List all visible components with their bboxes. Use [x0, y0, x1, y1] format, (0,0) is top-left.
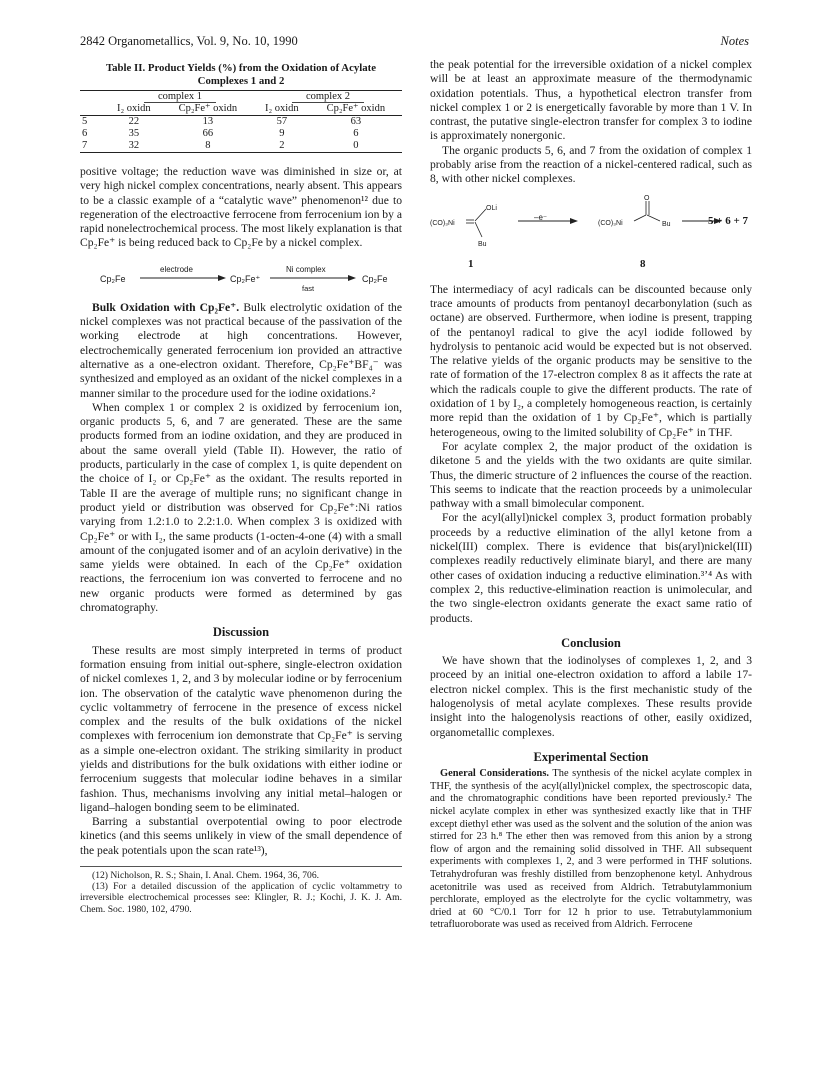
- reactant-bu-label: Bu: [478, 240, 487, 248]
- body-paragraph: Barring a substantial overpotential owing to poor electrode kinetics (and this seems unlikely in view of the small dependence of the peak potentials upon the scan rate¹³),: [80, 815, 402, 857]
- bulk-heading: Bulk Oxidation with Cp₂Fe⁺.: [92, 300, 240, 314]
- table-cell: 2: [279, 140, 285, 151]
- column-header: I₂ oxidn: [254, 103, 310, 116]
- scheme-end: Cp₂Fe: [362, 273, 388, 284]
- column-header: Cp₂Fe⁺ oxidn: [310, 103, 402, 116]
- body-paragraph: The organic products 5, 6, and 7 from the oxidation of complex 1 probably arise from the reaction of a nickel-centered radical, such as 8, with other nickel complexes.: [430, 143, 752, 186]
- body-paragraph: We have shown that the iodinolyses of complexes 1, 2, and 3 proceed by an initial one-electron oxidation to afford a labile 17-electron nickel complex. This is the first mechanistic study of the halogenolysis of metal acylate complexes. These results provide insight into the halogenolysis reactions of other, easily oxidized, organometallic complexes.: [430, 654, 752, 739]
- page-journal-info: 2842 Organometallics, Vol. 9, No. 10, 1990: [80, 34, 298, 48]
- body-paragraph: [430, 768, 752, 932]
- footnotes: [80, 866, 402, 915]
- table-cell: 13: [202, 116, 214, 127]
- experimental-heading: Experimental Section: [533, 749, 649, 764]
- section-label: Notes: [720, 34, 749, 48]
- table-cell: 63: [350, 116, 362, 127]
- table-row: [80, 128, 402, 140]
- right-column: [430, 58, 752, 932]
- scheme-start: Cp₂Fe: [100, 273, 126, 284]
- oxidation-scheme: [430, 191, 752, 277]
- table-cell: 0: [353, 140, 359, 151]
- reactant-oli-label: OLi: [486, 204, 497, 212]
- table-cell: 66: [202, 128, 214, 139]
- body-paragraph: the peak potential for the irreversible oxidation of a nickel complex will be at least an approximate measure of the thermodynamic oxidation potentials. Thus, a hypothetical electron transfer from nickel complex 1 or 2 is energetically favorable by more than 1 V. In contrast, the putative single-electron transfer for complex 3 to iodine is approximately nonergonic.: [430, 58, 752, 143]
- compound-label-1: 1: [468, 257, 474, 270]
- footnote: (13) For a detailed discussion of the application of cyclic voltammetry to irreversible electrochemical processes see: Klingler, R. J.; Kochi, J. K. J. Am. Chem. Soc. 1980, 102, 4790.: [80, 881, 402, 915]
- product-number: 7: [82, 140, 88, 151]
- conclusion-heading: Conclusion: [561, 635, 621, 650]
- table-cell: 8: [205, 140, 211, 151]
- product-number: 5: [82, 116, 88, 127]
- discussion-heading: Discussion: [212, 625, 270, 640]
- yield-table: [80, 90, 402, 153]
- table-cell: 32: [128, 140, 140, 151]
- running-header: [80, 34, 749, 50]
- bulk-text: Bulk electrolytic oxidation of the nickel complexes was not practical because of the passivation of the working electrode at high concentrations. However, electrochemically generated ferrocenium ion provided an attractive alternative as a one-electron oxidant. Therefore, Cp₂Fe⁺BF₄⁻ was synthesized and employed as an oxidant of the nickel complexes in a manner similar to the procedure used for the iodine oxidations.²: [80, 300, 403, 400]
- column-header: Cp₂Fe⁺ oxidn: [162, 103, 254, 116]
- oxidation-scheme-structures: [430, 191, 752, 277]
- left-column: [80, 58, 402, 915]
- body-paragraph: These results are most simply interpreted in terms of product formation ensuing from initial out-sphere, single-electron oxidation of nickel comlexes 1, 2, and 3 by molecular iodine or by ferrocenium ion. The observation of the catalytic wave phenomenon during the cyclic voltammetry of ferrocene in the presence of excess nickel complex and the results of the bulk oxidations of the nickel complexes with ferrocenium ion demonstrate that Cp₂Fe⁺ is serving as a simple one-electron oxidant. The striking similarity in product yields and distributions for the bulk oxidations with either iodine or ferrocenium suggests that molecular iodine behaves in a similar fashion. Thus, mechanisms involving any initial metal–halogen or ligand–halogen bonding seem to be eliminated.: [80, 643, 402, 814]
- experimental-text: [430, 768, 752, 932]
- scheme-arrow-label: –e⁻: [534, 212, 548, 222]
- footnote: (12) Nicholson, R. S.; Shain, I. Anal. Chem. 1964, 36, 706.: [92, 870, 320, 882]
- table-row: [80, 116, 402, 129]
- compound-label-8: 8: [640, 257, 646, 270]
- body-paragraph: [80, 301, 402, 401]
- radical-ni-label: (CO)₃Ni: [598, 219, 623, 227]
- ferrocene-scheme: [80, 257, 402, 293]
- table-column-header-row: [80, 103, 402, 116]
- body-paragraph: positive voltage; the reduction wave was diminished in size or, at very high nickel complex concentrations, nearly absent. This appears to be a classic example of a “catalytic wave” phenomenon¹² due to regeneration of the electroactive ferrocene from ferrocenium ion by a rapid nonelectrochemical process. The most likely explanation is that Cp₂Fe⁺ is being reduced back to Cp₂Fe by a nickel complex.: [80, 165, 402, 250]
- body-paragraph: For the acyl(allyl)nickel complex 3, product formation probably proceeds by a reductive elimination of the allyl ketone from a nickel(III) complex. There is evidence that bis(aryl)nickel(III) complexes readily reductively eliminate biaryl, and there are many other cases of oxidation inducing a reductive elimination.³ʼ⁴ As with complex 2, this reductive-elimination reaction is unimolecular, and the two single-electron oxidants generate the exact same ratio of products.: [430, 511, 752, 625]
- radical-bu-label: Bu: [662, 220, 671, 228]
- table-cell: 9: [279, 128, 285, 139]
- table-cell: 6: [353, 128, 359, 139]
- radical-o-label: O: [644, 194, 650, 202]
- body-paragraph: For acylate complex 2, the major product of the oxidation is diketone 5 and the yields with the two oxidants are quite similar. Thus, the dimeric structure of 2 influences the course of the reaction. This seems to indicate that the reaction proceeds by a unimolecular pathway with a small bimolecular component.: [430, 439, 752, 511]
- group-header-complex-2: complex 2: [292, 91, 364, 103]
- column-header: I₂ oxidn: [106, 103, 162, 116]
- general-heading: General Considerations.: [440, 768, 549, 780]
- table-cell: 22: [128, 116, 140, 127]
- scheme-arrow2-label-bottom: fast: [302, 283, 315, 293]
- scheme-products: 5 + 6 + 7: [708, 214, 749, 227]
- table-group-header-row: [80, 91, 402, 104]
- general-text: The synthesis of the nickel acylate complex in THF, the synthesis of the acyl(allyl)nickel complex, the spectroscopic data, and the chromatographic conditions have been reported previously.² The nickel acylate complex in ether was synthesized exactly like that in THF except diethyl ether was used as the solvent and the solution of the anion was stirred for 23 h.⁸ The ether then was removed from this anion by a strong flow of argon and the remaining solid dissolved in THF. All subsequent experiments with complexes 1, 2, and 3 were performed in THF solutions. Tetrahydrofuran was freshly distilled from benzophenone ketyl. Anhydrous acetonitrile was used as received from Aldrich. Tetrabutylammonium perchlorate, employed as the electrolyte for the cyclic voltammetry, was dried at 60 °C/0.1 Torr for 12 h prior to use. Tetrabutylammonium tetrafluoroborate was used as received from Aldrich. Ferrocene: [430, 768, 752, 931]
- table-caption: Table II. Product Yields (%) from the Oxidation of Acylate Complexes 1 and 2: [105, 62, 377, 87]
- table-cell: 57: [276, 116, 288, 127]
- table-row: [80, 140, 402, 153]
- table-cell: 35: [128, 128, 140, 139]
- reactant-ni-label: (CO)₃Ni: [430, 219, 455, 227]
- body-paragraph: The intermediacy of acyl radicals can be discounted because only trace amounts of products from pentanoyl decarbonylation (such as octane) are observed. Furthermore, when iodine is present, trapping of the pentanoyl radical to give the acyl iodide followed by hydrolysis to pentanoic acid would be expected but is not observed. The relative yields of the organic products may be sensitive to the rate of formation of the 17-electron complex 8 as it affects the rate at which the radicals couple to give the different products. The rate of oxidation of 1 by I₂, a completely homogeneous reaction, is certainly more repid than the oxidation of 1 by Cp₂Fe⁺, which is partially heterogeneous, owing to the limited solubility of Cp₂Fe⁺ in THF.: [430, 282, 752, 439]
- body-paragraph: When complex 1 or complex 2 is oxidized by ferrocenium ion, organic products 5, 6, and 7 are generated. These are the same products formed from an iodine oxidation, and they are produced in about the same overall yield (Table II). However, the ratio of products, particularly in the case of complex 1, is quite dependent on the choice of I₂ or Cp₂Fe⁺ as the oxidant. The results reported in Table II are the average of multiple runs; no significant change in product yield or distribution was observed for Cp₂Fe⁺:Ni ratios varying from 1.2:1.0 to 2.2:1.0. When complex 3 is oxidized with Cp₂Fe⁺ or with I₂, the same products (1-octen-4-one (4) with a small amount of the conjugated isomer and of an acyloin derivative) in the same yields were obtained. In each of the Cp₂Fe⁺ oxidation reactions, the ferrocenium ion was converted to ferrocene and no new organic products were formed as determined by gas chromatography.: [80, 400, 402, 615]
- group-header-complex-1: complex 1: [144, 91, 216, 103]
- scheme-arrow1-label: electrode: [160, 264, 193, 274]
- product-number: 6: [82, 128, 88, 139]
- scheme-middle: Cp₂Fe⁺: [230, 273, 261, 284]
- scheme-arrow2-label-top: Ni complex: [286, 264, 326, 274]
